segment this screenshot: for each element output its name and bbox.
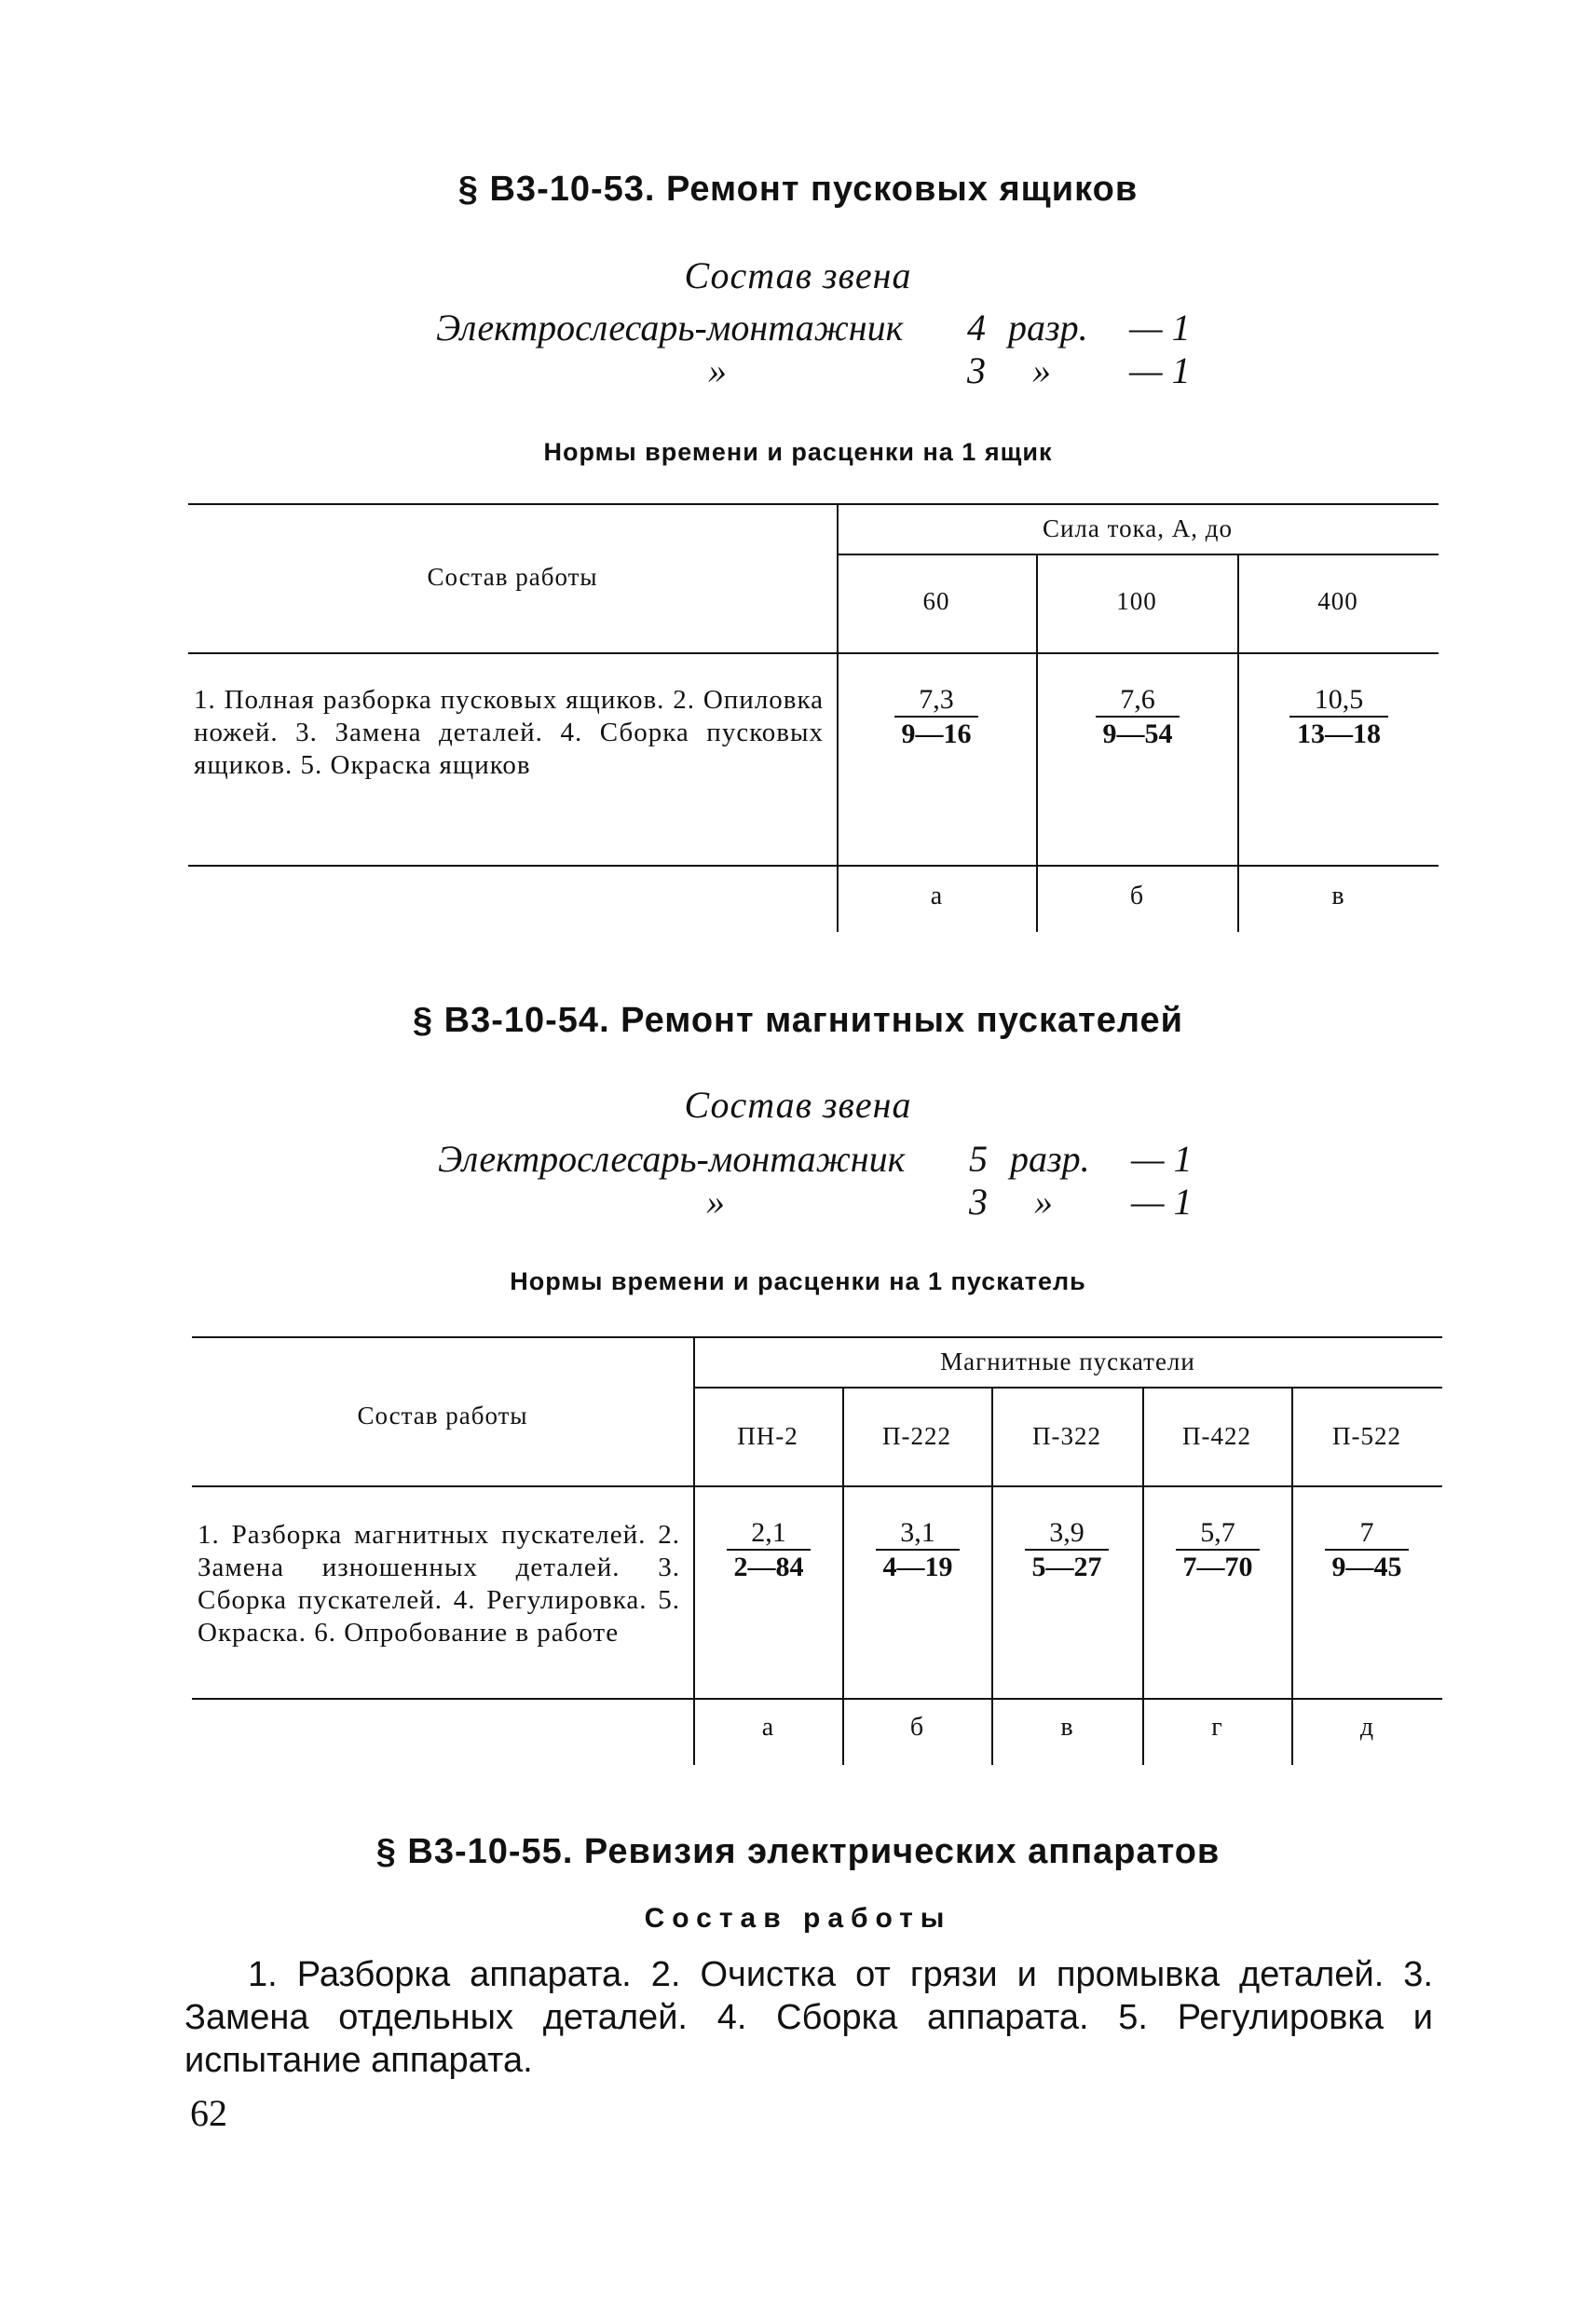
crew-role: » [706, 1181, 725, 1223]
crew-count: — 1 [1129, 349, 1191, 391]
crew-grade: 4 [967, 307, 986, 349]
rate: 2—84 [733, 1552, 804, 1582]
work-description: 1. Разборка магнитных пускателей. 2. Замена изношенных деталей. 3. Сборка пускателей. 4. Регулировка. 5. Окраска. 6. Опробование в работе [198, 1520, 680, 1648]
column-header: ПН-2 [737, 1422, 798, 1450]
crew-unit: » [1034, 1181, 1053, 1223]
crew-grade: 3 [967, 349, 986, 391]
norms-title-53: Нормы времени и расценки на 1 ящик [543, 438, 1053, 466]
column-letter: а [761, 1713, 774, 1742]
column-letter: б [1129, 882, 1144, 910]
crew-heading-53: Состав звена [684, 254, 912, 296]
column-letter: в [1060, 1713, 1073, 1742]
time-norm: 2,1 [727, 1517, 811, 1551]
starter-group-header: Магнитные пускатели [940, 1348, 1195, 1375]
crew-unit: разр. [1010, 1138, 1090, 1180]
rate: 5—27 [1031, 1552, 1102, 1582]
column-letter: в [1331, 882, 1344, 910]
table-rule [693, 1387, 1442, 1389]
time-norm: 5,7 [1176, 1517, 1260, 1551]
crew-role: » [708, 349, 727, 391]
rate: 9—45 [1331, 1552, 1402, 1582]
time-norm: 3,1 [876, 1517, 960, 1551]
work-description: 1. Полная разборка пусковых ящиков. 2. Опиловка ножей. 3. Замена деталей. 4. Сборка пусковых ящиков. 5. Окраска ящиков [194, 685, 824, 780]
time-norm: 7 [1325, 1517, 1409, 1551]
crew-heading-54: Состав звена [684, 1084, 912, 1126]
norm-value [1025, 1517, 1109, 1584]
column-letter: г [1211, 1713, 1222, 1742]
column-letter: д [1359, 1713, 1374, 1742]
table-rule [192, 1336, 1442, 1338]
rate: 13—18 [1297, 718, 1381, 749]
column-header: П-422 [1182, 1422, 1251, 1450]
rate: 9—54 [1102, 718, 1173, 749]
rate: 4—19 [882, 1552, 953, 1582]
current-group-header: Сила тока, А, до [1042, 514, 1234, 542]
norms-title-54: Нормы времени и расценки на 1 пускатель [510, 1267, 1086, 1295]
time-norm: 7,3 [894, 684, 978, 718]
table-rule [192, 1485, 1442, 1487]
page-number: 62 [190, 2092, 227, 2134]
work-heading-55: Состав работы [644, 1903, 952, 1934]
column-letter: а [930, 882, 943, 910]
time-norm: 10,5 [1289, 684, 1388, 718]
table-divider [693, 1336, 695, 1765]
column-header: 60 [922, 587, 950, 615]
crew-unit: разр. [1008, 307, 1088, 349]
section-title-53: § В3-10-53. Ремонт пусковых ящиков [457, 170, 1139, 209]
crew-unit: » [1032, 349, 1051, 391]
crew-count: — 1 [1129, 307, 1191, 349]
time-norm: 7,6 [1096, 684, 1180, 718]
column-header: П-522 [1332, 1422, 1401, 1450]
crew-count: — 1 [1131, 1181, 1193, 1223]
norm-value [727, 1517, 811, 1584]
norm-value [1325, 1517, 1409, 1584]
column-header: П-322 [1032, 1422, 1101, 1450]
section-title-55: § В3-10-55. Ревизия электрических аппаратов [375, 1832, 1221, 1871]
crew-role: Электрослесарь-монтажник [438, 1138, 906, 1180]
crew-grade: 3 [969, 1181, 988, 1223]
work-column-header: Состав работы [427, 563, 598, 591]
norm-value [1176, 1517, 1260, 1584]
column-header: 100 [1116, 587, 1157, 615]
rate: 7—70 [1182, 1552, 1253, 1582]
time-norm: 3,9 [1025, 1517, 1109, 1551]
crew-count: — 1 [1131, 1138, 1193, 1180]
norm-value [876, 1517, 960, 1584]
work-column-header: Состав работы [357, 1402, 528, 1430]
column-letter: б [909, 1713, 924, 1742]
rate: 9—16 [901, 718, 972, 749]
section-title-54: § В3-10-54. Ремонт магнитных пускателей [412, 1001, 1184, 1040]
table-rule [192, 1698, 1442, 1700]
work-description-55: 1. Разборка аппарата. 2. Очистка от грязи и промывка деталей. 3. Замена отдельных деталей. 4. Сборка аппарата. 5. Регулировка и испытание аппарата. [184, 1955, 1433, 2080]
column-header: П-222 [882, 1422, 951, 1450]
column-header: 400 [1317, 587, 1358, 615]
crew-grade: 5 [969, 1138, 988, 1180]
crew-role: Электрослесарь-монтажник [436, 307, 904, 349]
